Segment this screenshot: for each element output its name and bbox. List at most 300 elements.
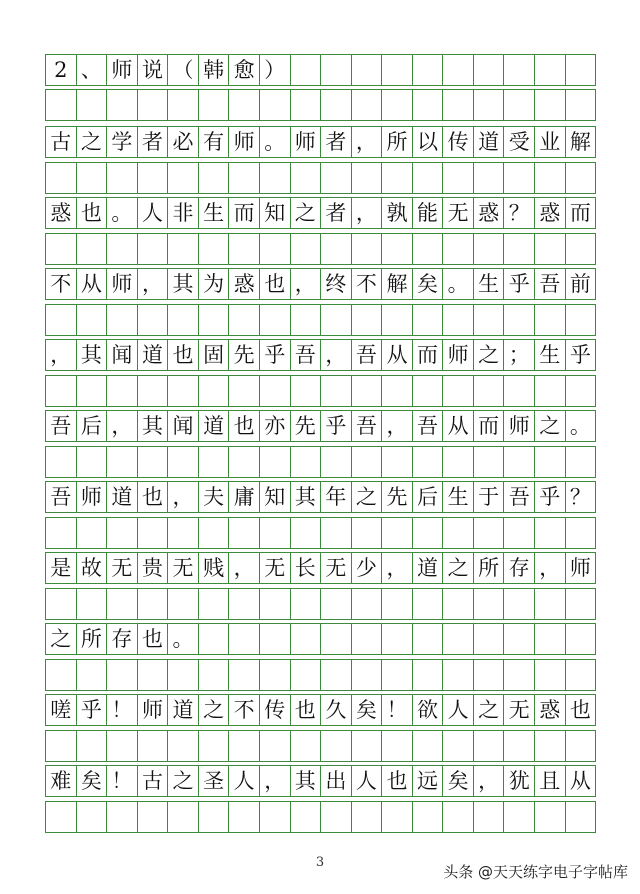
empty-cell — [535, 234, 566, 264]
text-line-row — [45, 552, 596, 584]
character-cell: 吾 — [46, 482, 77, 512]
character-cell: 人 — [229, 766, 260, 796]
empty-cell — [321, 624, 352, 654]
empty-cell — [352, 90, 383, 120]
empty-cell — [443, 624, 474, 654]
empty-cell — [413, 660, 444, 690]
empty-cell — [504, 731, 535, 761]
character-cell: 人 — [443, 695, 474, 725]
empty-cell — [260, 163, 291, 193]
text-line-row — [45, 197, 596, 229]
empty-cell — [474, 447, 505, 477]
empty-cell — [535, 660, 566, 690]
empty-cell — [260, 660, 291, 690]
character-cell: 圣 — [199, 766, 230, 796]
character-cell: 生 — [443, 482, 474, 512]
character-cell: 说 — [138, 55, 169, 85]
empty-cell — [168, 90, 199, 120]
character-cell: ， — [352, 127, 383, 157]
character-cell: 韩 — [199, 55, 230, 85]
empty-cell — [382, 660, 413, 690]
empty-cell — [443, 90, 474, 120]
character-cell: 先 — [291, 411, 322, 441]
character-cell: 出 — [321, 766, 352, 796]
character-cell: ， — [168, 482, 199, 512]
empty-cell — [229, 518, 260, 548]
character-cell: 道 — [474, 127, 505, 157]
character-cell: 传 — [260, 695, 291, 725]
character-cell: 存 — [107, 624, 138, 654]
text-line-row — [45, 126, 596, 158]
empty-cell — [566, 518, 597, 548]
character-cell: 生 — [535, 340, 566, 370]
character-cell: 所 — [77, 624, 108, 654]
character-cell: 2 — [46, 55, 77, 85]
empty-cell — [352, 624, 383, 654]
character-cell: 乎 — [504, 269, 535, 299]
blank-practice-row — [45, 162, 596, 194]
character-cell: 久 — [321, 695, 352, 725]
empty-cell — [260, 447, 291, 477]
empty-cell — [321, 163, 352, 193]
empty-cell — [443, 660, 474, 690]
empty-cell — [535, 163, 566, 193]
empty-cell — [535, 305, 566, 335]
empty-cell — [413, 802, 444, 832]
empty-cell — [168, 802, 199, 832]
character-cell: 、 — [77, 55, 108, 85]
empty-cell — [566, 660, 597, 690]
empty-cell — [199, 624, 230, 654]
empty-cell — [474, 376, 505, 406]
character-cell: 不 — [229, 695, 260, 725]
empty-cell — [535, 447, 566, 477]
character-cell: 知 — [260, 482, 291, 512]
blank-practice-row — [45, 730, 596, 762]
character-cell: ， — [46, 340, 77, 370]
empty-cell — [168, 234, 199, 264]
empty-cell — [291, 163, 322, 193]
character-cell: 吾 — [352, 411, 383, 441]
empty-cell — [199, 660, 230, 690]
empty-cell — [229, 731, 260, 761]
character-cell: 吾 — [46, 411, 77, 441]
empty-cell — [443, 589, 474, 619]
character-cell: 而 — [566, 198, 597, 228]
empty-cell — [504, 55, 535, 85]
empty-cell — [46, 163, 77, 193]
character-cell: 无 — [168, 553, 199, 583]
empty-cell — [413, 376, 444, 406]
empty-cell — [107, 731, 138, 761]
empty-cell — [382, 55, 413, 85]
empty-cell — [535, 518, 566, 548]
empty-cell — [291, 518, 322, 548]
empty-cell — [138, 90, 169, 120]
character-cell: 业 — [535, 127, 566, 157]
character-cell: 师 — [443, 340, 474, 370]
empty-cell — [138, 660, 169, 690]
text-line-row — [45, 339, 596, 371]
empty-cell — [321, 305, 352, 335]
empty-cell — [352, 660, 383, 690]
empty-cell — [46, 660, 77, 690]
text-line-row — [45, 54, 596, 86]
empty-cell — [535, 731, 566, 761]
empty-cell — [77, 589, 108, 619]
empty-cell — [46, 305, 77, 335]
empty-cell — [321, 660, 352, 690]
character-cell: 必 — [168, 127, 199, 157]
empty-cell — [413, 234, 444, 264]
empty-cell — [566, 589, 597, 619]
empty-cell — [413, 305, 444, 335]
character-cell: 贱 — [199, 553, 230, 583]
empty-cell — [382, 90, 413, 120]
empty-cell — [229, 589, 260, 619]
character-cell: 。 — [168, 624, 199, 654]
character-cell: 无 — [321, 553, 352, 583]
empty-cell — [46, 376, 77, 406]
character-cell: 有 — [199, 127, 230, 157]
character-cell: 道 — [413, 553, 444, 583]
empty-cell — [77, 518, 108, 548]
character-cell: 惑 — [229, 269, 260, 299]
empty-cell — [138, 802, 169, 832]
empty-cell — [77, 376, 108, 406]
empty-cell — [291, 731, 322, 761]
empty-cell — [260, 518, 291, 548]
blank-practice-row — [45, 659, 596, 691]
character-cell: 吾 — [291, 340, 322, 370]
character-cell: 亦 — [260, 411, 291, 441]
empty-cell — [566, 90, 597, 120]
empty-cell — [199, 90, 230, 120]
empty-cell — [77, 660, 108, 690]
empty-cell — [413, 55, 444, 85]
empty-cell — [413, 731, 444, 761]
character-cell: 闻 — [168, 411, 199, 441]
character-cell: 是 — [46, 553, 77, 583]
empty-cell — [168, 518, 199, 548]
character-cell: ， — [107, 411, 138, 441]
character-cell: 难 — [46, 766, 77, 796]
character-cell: ？ — [504, 198, 535, 228]
empty-cell — [138, 447, 169, 477]
empty-cell — [382, 624, 413, 654]
character-cell: 师 — [77, 482, 108, 512]
character-cell: （ — [168, 55, 199, 85]
empty-cell — [566, 802, 597, 832]
empty-cell — [260, 376, 291, 406]
character-cell: ！ — [382, 695, 413, 725]
empty-cell — [352, 518, 383, 548]
empty-cell — [46, 90, 77, 120]
empty-cell — [504, 447, 535, 477]
character-cell: 无 — [260, 553, 291, 583]
empty-cell — [229, 802, 260, 832]
empty-cell — [413, 90, 444, 120]
character-cell: 生 — [474, 269, 505, 299]
empty-cell — [77, 90, 108, 120]
character-cell: 先 — [382, 482, 413, 512]
empty-cell — [107, 447, 138, 477]
character-cell: 古 — [138, 766, 169, 796]
character-cell: 所 — [474, 553, 505, 583]
empty-cell — [229, 624, 260, 654]
character-cell: 夫 — [199, 482, 230, 512]
empty-cell — [321, 447, 352, 477]
empty-cell — [504, 624, 535, 654]
empty-cell — [138, 163, 169, 193]
empty-cell — [199, 376, 230, 406]
empty-cell — [321, 518, 352, 548]
blank-practice-row — [45, 375, 596, 407]
empty-cell — [260, 305, 291, 335]
character-cell: 长 — [291, 553, 322, 583]
character-cell: ！ — [107, 766, 138, 796]
empty-cell — [199, 163, 230, 193]
empty-cell — [504, 90, 535, 120]
empty-cell — [138, 518, 169, 548]
character-cell: 学 — [107, 127, 138, 157]
character-cell: 且 — [535, 766, 566, 796]
character-cell: ， — [138, 269, 169, 299]
character-cell: 惑 — [535, 198, 566, 228]
empty-cell — [107, 802, 138, 832]
empty-cell — [291, 234, 322, 264]
character-cell: 也 — [382, 766, 413, 796]
character-cell: ， — [352, 198, 383, 228]
empty-cell — [352, 376, 383, 406]
character-cell: ； — [504, 340, 535, 370]
character-cell: 师 — [566, 553, 597, 583]
character-cell: 无 — [443, 198, 474, 228]
character-cell: 嗟 — [46, 695, 77, 725]
character-cell: 之 — [535, 411, 566, 441]
character-cell: 欲 — [413, 695, 444, 725]
empty-cell — [229, 447, 260, 477]
empty-cell — [566, 447, 597, 477]
character-cell: 故 — [77, 553, 108, 583]
empty-cell — [168, 660, 199, 690]
empty-cell — [504, 305, 535, 335]
character-cell: 存 — [504, 553, 535, 583]
character-cell: 从 — [382, 340, 413, 370]
empty-cell — [199, 234, 230, 264]
empty-cell — [566, 624, 597, 654]
character-cell: 师 — [138, 695, 169, 725]
empty-cell — [382, 518, 413, 548]
empty-cell — [138, 731, 169, 761]
character-cell: 者 — [138, 127, 169, 157]
character-cell: 传 — [443, 127, 474, 157]
empty-cell — [352, 589, 383, 619]
empty-cell — [229, 376, 260, 406]
empty-cell — [291, 90, 322, 120]
character-cell: 乎 — [77, 695, 108, 725]
character-cell: 乎 — [535, 482, 566, 512]
character-cell: 也 — [566, 695, 597, 725]
character-cell: 之 — [46, 624, 77, 654]
empty-cell — [474, 624, 505, 654]
empty-cell — [107, 589, 138, 619]
empty-cell — [229, 163, 260, 193]
empty-cell — [260, 802, 291, 832]
blank-practice-row — [45, 517, 596, 549]
empty-cell — [443, 55, 474, 85]
empty-cell — [199, 447, 230, 477]
empty-cell — [474, 163, 505, 193]
character-cell: 先 — [229, 340, 260, 370]
character-cell: 从 — [443, 411, 474, 441]
empty-cell — [504, 234, 535, 264]
empty-cell — [321, 802, 352, 832]
character-cell: 后 — [77, 411, 108, 441]
text-line-row — [45, 481, 596, 513]
character-cell: 愈 — [229, 55, 260, 85]
empty-cell — [352, 234, 383, 264]
empty-cell — [382, 163, 413, 193]
character-cell: 。 — [443, 269, 474, 299]
character-cell: 解 — [566, 127, 597, 157]
character-cell: ， — [382, 553, 413, 583]
empty-cell — [321, 234, 352, 264]
character-cell: 不 — [46, 269, 77, 299]
character-cell: 矣 — [77, 766, 108, 796]
character-cell: 少 — [352, 553, 383, 583]
empty-cell — [77, 802, 108, 832]
text-line-row — [45, 623, 596, 655]
empty-cell — [382, 589, 413, 619]
empty-cell — [199, 589, 230, 619]
character-cell: 者 — [321, 198, 352, 228]
character-cell: 其 — [77, 340, 108, 370]
character-cell: 乎 — [260, 340, 291, 370]
character-cell: 吾 — [413, 411, 444, 441]
character-cell: ， — [321, 340, 352, 370]
character-cell: 也 — [291, 695, 322, 725]
empty-cell — [46, 447, 77, 477]
empty-cell — [199, 802, 230, 832]
empty-cell — [77, 305, 108, 335]
character-cell: 闻 — [107, 340, 138, 370]
empty-cell — [413, 447, 444, 477]
character-cell: 终 — [321, 269, 352, 299]
empty-cell — [291, 660, 322, 690]
character-cell: 道 — [168, 695, 199, 725]
character-cell: 之 — [199, 695, 230, 725]
character-cell: 也 — [77, 198, 108, 228]
character-cell: 之 — [291, 198, 322, 228]
page-number: 3 — [315, 855, 325, 870]
empty-cell — [291, 589, 322, 619]
character-cell: 也 — [260, 269, 291, 299]
character-cell: ， — [291, 269, 322, 299]
character-cell: 解 — [382, 269, 413, 299]
character-cell: 也 — [168, 340, 199, 370]
empty-cell — [474, 234, 505, 264]
empty-cell — [46, 234, 77, 264]
empty-cell — [566, 55, 597, 85]
character-cell: 庸 — [229, 482, 260, 512]
empty-cell — [229, 660, 260, 690]
character-cell: 古 — [46, 127, 77, 157]
empty-cell — [321, 90, 352, 120]
empty-cell — [168, 731, 199, 761]
empty-cell — [168, 376, 199, 406]
empty-cell — [107, 376, 138, 406]
empty-cell — [443, 731, 474, 761]
empty-cell — [77, 447, 108, 477]
empty-cell — [46, 802, 77, 832]
empty-cell — [229, 90, 260, 120]
character-cell: 也 — [138, 482, 169, 512]
empty-cell — [474, 305, 505, 335]
empty-cell — [321, 55, 352, 85]
empty-cell — [474, 731, 505, 761]
character-cell: 之 — [77, 127, 108, 157]
character-cell: 之 — [443, 553, 474, 583]
character-cell: ！ — [107, 695, 138, 725]
character-cell: 孰 — [382, 198, 413, 228]
character-cell: 受 — [504, 127, 535, 157]
empty-cell — [474, 589, 505, 619]
character-cell: 为 — [199, 269, 230, 299]
empty-cell — [291, 624, 322, 654]
empty-cell — [107, 305, 138, 335]
character-cell: 师 — [107, 55, 138, 85]
character-cell: 知 — [260, 198, 291, 228]
empty-cell — [291, 55, 322, 85]
text-line-row — [45, 765, 596, 797]
character-cell: 固 — [199, 340, 230, 370]
empty-cell — [443, 447, 474, 477]
empty-cell — [260, 234, 291, 264]
character-cell: 也 — [229, 411, 260, 441]
empty-cell — [352, 163, 383, 193]
blank-practice-row — [45, 233, 596, 265]
empty-cell — [138, 376, 169, 406]
empty-cell — [382, 376, 413, 406]
empty-cell — [566, 305, 597, 335]
empty-cell — [291, 802, 322, 832]
character-cell: ， — [382, 411, 413, 441]
empty-cell — [46, 518, 77, 548]
character-cell: 惑 — [46, 198, 77, 228]
empty-cell — [504, 660, 535, 690]
character-cell: 师 — [107, 269, 138, 299]
empty-cell — [107, 163, 138, 193]
character-cell: 生 — [199, 198, 230, 228]
character-cell: 之 — [352, 482, 383, 512]
character-cell: 其 — [168, 269, 199, 299]
text-line-row — [45, 268, 596, 300]
empty-cell — [443, 163, 474, 193]
empty-cell — [199, 518, 230, 548]
character-cell: 之 — [474, 340, 505, 370]
empty-cell — [443, 376, 474, 406]
character-cell: 其 — [138, 411, 169, 441]
blank-practice-row — [45, 801, 596, 833]
character-cell: 乎 — [566, 340, 597, 370]
character-cell: 吾 — [352, 340, 383, 370]
empty-cell — [413, 624, 444, 654]
empty-cell — [46, 731, 77, 761]
blank-practice-row — [45, 304, 596, 336]
character-cell: 矣 — [413, 269, 444, 299]
character-cell: 乎 — [321, 411, 352, 441]
